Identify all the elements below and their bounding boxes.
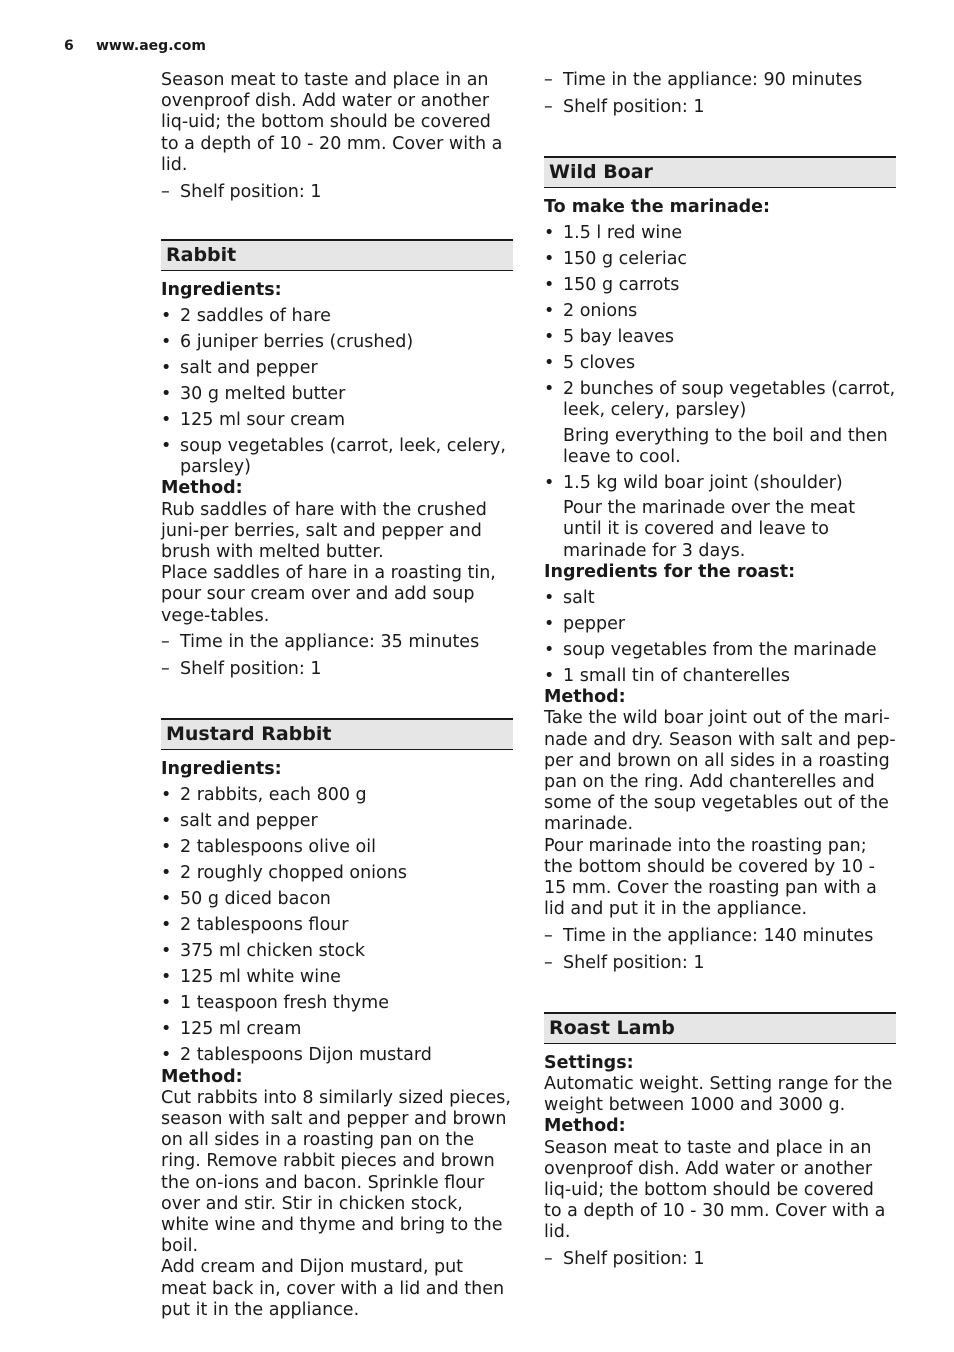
roast-ingredients-list (544, 588, 896, 687)
list-item: • 125 ml cream (161, 1019, 513, 1040)
list-item: • 2 tablespoons flour (161, 915, 513, 936)
list-item: • 30 g melted butter (161, 384, 513, 405)
right-column (544, 70, 896, 1270)
list-item: • 125 ml sour cream (161, 410, 513, 431)
list-item: • 50 g diced bacon (161, 889, 513, 910)
list-item: • 1 small tin of chanterelles (544, 666, 896, 687)
list-item: • 2 rabbits, each 800 g (161, 785, 513, 806)
intro-dash-list (161, 182, 513, 203)
section-wild-boar: Wild Boar (544, 156, 896, 188)
mustard-method-label: Method: (161, 1066, 243, 1087)
list-item: • 2 tablespoons Dijon mustard (161, 1045, 513, 1066)
mustard-ingredients-label: Ingredients: (161, 759, 282, 780)
wild-boar-method-1: Take the wild boar joint out of the mari-nade and dry. Season with salt and pep-per and brown on all sides in a roasting pan on the ring. Add chanterelles and some of the soup vegetables out of the marinade. (544, 708, 896, 835)
marinade-note: Bring everything to the boil and then leave to cool. (563, 425, 888, 467)
list-item: • 1 teaspoon fresh thyme (161, 993, 513, 1014)
list-item: • 5 cloves (544, 353, 896, 374)
intro-shelf: – Shelf position: 1 (161, 182, 513, 203)
list-item: • 6 juniper berries (crushed) (161, 332, 513, 353)
wild-boar-time: – Time in the appliance: 140 minutes (544, 926, 896, 947)
rabbit-time: – Time in the appliance: 35 minutes (161, 632, 513, 653)
continued-time: – Time in the appliance: 90 minutes (544, 70, 896, 91)
mustard-ingredients-list (161, 785, 513, 1066)
list-item: • 2 tablespoons olive oil (161, 837, 513, 858)
rabbit-method-label: Method: (161, 478, 243, 499)
wild-boar-shelf: – Shelf position: 1 (544, 953, 896, 974)
list-item: • 5 bay leaves (544, 327, 896, 348)
page-number: 6 (64, 38, 74, 54)
list-item: • 2 saddles of hare (161, 306, 513, 327)
joint-list (544, 473, 896, 494)
rabbit-shelf: – Shelf position: 1 (161, 659, 513, 680)
page-header (64, 38, 206, 54)
lamb-method-label: Method: (544, 1116, 626, 1137)
wild-boar-method-2: Pour marinade into the roasting pan; the bottom should be covered by 10 - 15 mm. Cover the roasting pan with a lid and put it in the appliance. (544, 835, 877, 920)
left-column (161, 70, 513, 1321)
section-roast-lamb: Roast Lamb (544, 1012, 896, 1044)
list-item: • soup vegetables (carrot, leek, celery, parsley) (161, 436, 513, 478)
lamb-method: Season meat to taste and place in an ovenproof dish. Add water or another liq-uid; the bottom should be covered to a depth of 10 - 30 mm. Cover with a lid. (544, 1137, 886, 1243)
mustard-method-2: Add cream and Dijon mustard, put meat back in, cover with a lid and then put it in the appliance. (161, 1257, 505, 1320)
website: www.aeg.com (96, 38, 207, 54)
section-mustard-rabbit: Mustard Rabbit (161, 718, 513, 750)
roast-ingredients-label: Ingredients for the roast: (544, 561, 796, 582)
marinade-label: To make the marinade: (544, 196, 771, 217)
lamb-settings-label: Settings: (544, 1052, 634, 1073)
joint-note: Pour the marinade over the meat until it is covered and leave to marinade for 3 days. (563, 498, 856, 561)
list-item: • 1.5 l red wine (544, 223, 896, 244)
list-item: • salt and pepper (161, 358, 513, 379)
list-item: • salt and pepper (161, 811, 513, 832)
rabbit-ingredients-label: Ingredients: (161, 279, 282, 300)
lamb-dash-list (544, 1249, 896, 1270)
list-item: • 2 bunches of soup vegetables (carrot, leek, celery, parsley) (544, 379, 896, 421)
continued-dash-list (544, 70, 896, 118)
list-item: • 2 onions (544, 301, 896, 322)
section-rabbit: Rabbit (161, 239, 513, 271)
rabbit-method-1: Rub saddles of hare with the crushed juni-per berries, salt and pepper and brush with melted butter. (161, 499, 487, 562)
list-item: • pepper (544, 614, 896, 635)
wild-boar-method-label: Method: (544, 687, 626, 708)
list-item: • 150 g carrots (544, 275, 896, 296)
intro-text: Season meat to taste and place in an ovenproof dish. Add water or another liq-uid; the bottom should be covered to a depth of 10 - 20 mm. Cover with a lid. (161, 70, 503, 175)
list-item: • 1.5 kg wild boar joint (shoulder) (544, 473, 896, 494)
list-item: • salt (544, 588, 896, 609)
lamb-settings: Automatic weight. Setting range for the weight between 1000 and 3000 g. (544, 1073, 893, 1116)
list-item: • 2 roughly chopped onions (161, 863, 513, 884)
rabbit-ingredients-list (161, 306, 513, 478)
list-item: • 375 ml chicken stock (161, 941, 513, 962)
wild-boar-dash-list (544, 926, 896, 974)
list-item: • 125 ml white wine (161, 967, 513, 988)
rabbit-method-2: Place saddles of hare in a roasting tin, pour sour cream over and add soup vege-tables. (161, 563, 496, 626)
lamb-shelf: – Shelf position: 1 (544, 1249, 896, 1270)
list-item: • soup vegetables from the marinade (544, 640, 896, 661)
mustard-method-1: Cut rabbits into 8 similarly sized pieces, season with salt and pepper and brown on all sides in a roasting pan on the ring. Remove rabbit pieces and brown the on-ions and bacon. Sprinkle flour over and stir. Stir in chicken stock, white wine and thyme and bring to the boil. (161, 1087, 511, 1257)
marinade-list (544, 223, 896, 421)
rabbit-dash-list (161, 632, 513, 680)
list-item: • 150 g celeriac (544, 249, 896, 270)
continued-shelf: – Shelf position: 1 (544, 97, 896, 118)
